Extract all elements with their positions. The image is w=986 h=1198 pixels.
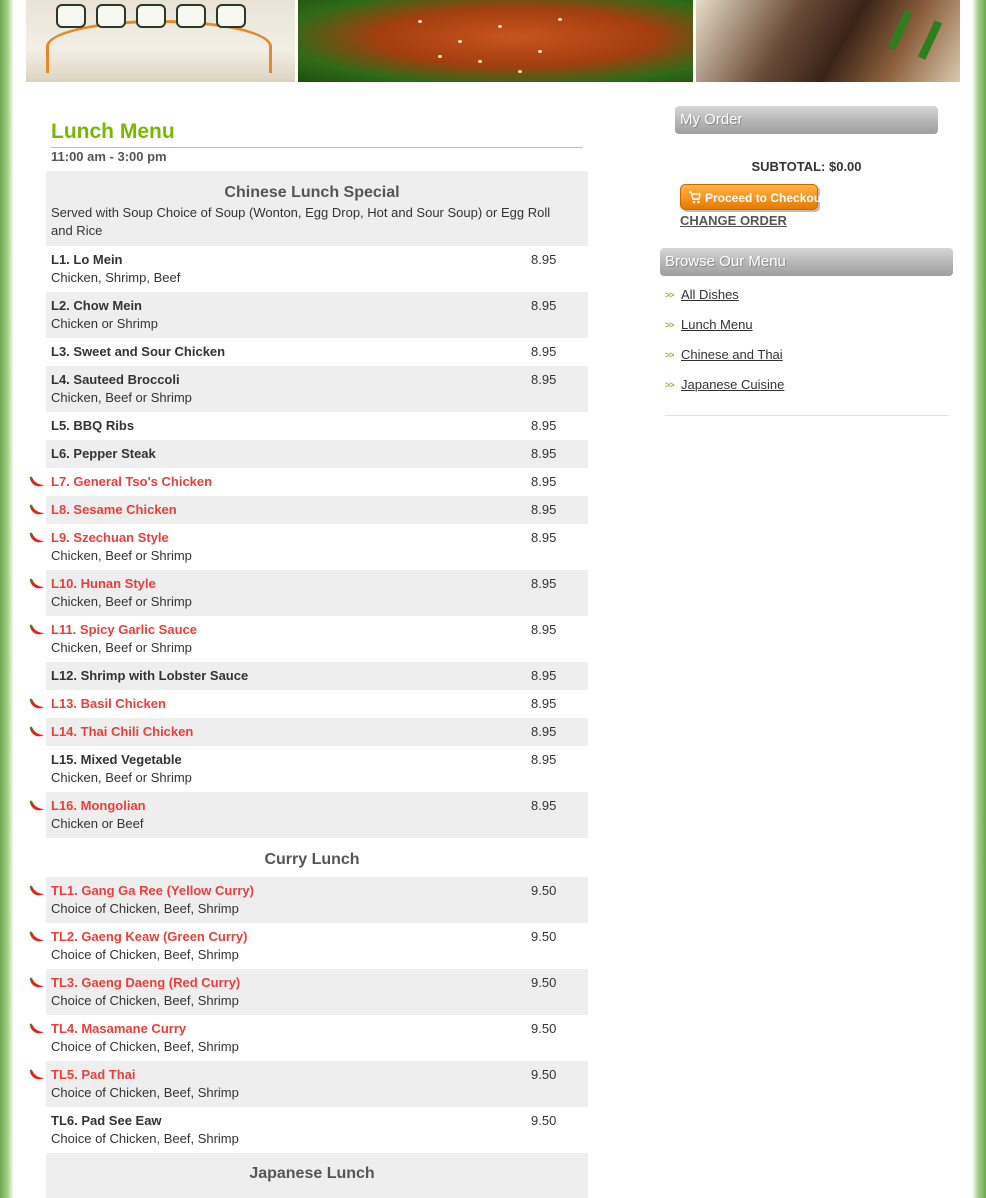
menu-item-price: 8.95 (531, 668, 557, 683)
banner-image-eggplant (696, 0, 960, 82)
menu-item-description: Choice of Chicken, Beef, Shrimp (51, 901, 239, 916)
banner-image-sesame-chicken (298, 0, 693, 82)
page-title: Lunch Menu (51, 120, 175, 143)
menu-item-row[interactable] (46, 1015, 588, 1061)
double-arrow-icon: >> (665, 320, 674, 330)
order-subtotal: SUBTOTAL: $0.00 (751, 159, 862, 174)
menu-item-row[interactable] (46, 662, 588, 690)
chili-pepper-icon (28, 624, 46, 636)
menu-item-price: 8.95 (531, 724, 557, 739)
menu-item-name[interactable]: L14. Thai Chili Chicken (51, 724, 194, 739)
chili-pepper-icon (28, 532, 46, 544)
browse-menu-link[interactable]: Chinese and Thai (681, 347, 783, 362)
menu-item-row[interactable] (46, 440, 588, 468)
menu-item-name[interactable]: L15. Mixed Vegetable (51, 752, 182, 767)
menu-item-description: Chicken, Beef or Shrimp (51, 770, 192, 785)
title-divider (51, 147, 583, 148)
section-title: Chinese Lunch Special (224, 184, 400, 201)
menu-item-name[interactable]: TL5. Pad Thai (51, 1067, 136, 1082)
menu-item-price: 8.95 (531, 298, 557, 313)
menu-item-description: Chicken or Shrimp (51, 316, 158, 331)
menu-item-row[interactable] (46, 923, 588, 969)
menu-item-name[interactable]: L16. Mongolian (51, 798, 146, 813)
chili-pepper-icon (28, 977, 46, 989)
double-arrow-icon: >> (665, 290, 674, 300)
chili-pepper-icon (28, 1023, 46, 1035)
menu-item-price: 8.95 (531, 474, 557, 489)
menu-item-name[interactable]: L5. BBQ Ribs (51, 418, 135, 433)
menu-item-description: Chicken, Beef or Shrimp (51, 594, 192, 609)
menu-item-price: 8.95 (531, 696, 557, 711)
menu-item-price: 8.95 (531, 576, 557, 591)
browse-menu-link[interactable]: Lunch Menu (681, 317, 753, 332)
menu-item-name[interactable]: TL1. Gang Ga Ree (Yellow Curry) (51, 883, 254, 898)
chili-pepper-icon (28, 885, 46, 897)
menu-item-price: 8.95 (531, 752, 557, 767)
menu-item-price: 8.95 (531, 622, 557, 637)
double-arrow-icon: >> (665, 380, 674, 390)
menu-item-row[interactable] (46, 746, 588, 792)
menu-item-price: 9.50 (531, 975, 557, 990)
chili-pepper-icon (28, 698, 46, 710)
menu-item-price: 8.95 (531, 502, 557, 517)
browse-menu-header (660, 248, 953, 276)
menu-item-price: 8.95 (531, 446, 557, 461)
proceed-to-checkout-button[interactable] (680, 184, 826, 210)
menu-item-description: Choice of Chicken, Beef, Shrimp (51, 993, 239, 1008)
menu-item-description: Chicken or Beef (51, 816, 144, 831)
section-header (46, 171, 588, 246)
menu-item-name[interactable]: TL2. Gaeng Keaw (Green Curry) (51, 929, 248, 944)
menu-item-row[interactable] (46, 969, 588, 1015)
banner-image-sushi (26, 0, 295, 82)
menu-table (46, 171, 588, 1198)
menu-item-row[interactable] (46, 496, 588, 524)
section-header (46, 838, 588, 877)
menu-item-price: 8.95 (531, 252, 557, 267)
menu-item-price: 8.95 (531, 372, 557, 387)
my-order-header (675, 106, 938, 134)
double-arrow-icon: >> (665, 350, 674, 360)
browse-menu-title: Browse Our Menu (665, 253, 786, 270)
chili-pepper-icon (28, 931, 46, 943)
browse-menu-item[interactable] (665, 316, 949, 346)
menu-item-row[interactable] (46, 792, 588, 838)
menu-item-name[interactable]: L9. Szechuan Style (51, 530, 169, 545)
menu-item-name[interactable]: L12. Shrimp with Lobster Sauce (51, 668, 249, 683)
menu-hours: 11:00 am - 3:00 pm (51, 149, 167, 164)
menu-item-price: 9.50 (531, 883, 557, 898)
menu-item-row[interactable] (46, 616, 588, 662)
menu-item-row[interactable] (46, 292, 588, 338)
menu-item-description: Choice of Chicken, Beef, Shrimp (51, 1039, 239, 1054)
menu-item-price: 8.95 (531, 530, 557, 545)
menu-item-row[interactable] (46, 570, 588, 616)
menu-item-description: Choice of Chicken, Beef, Shrimp (51, 1131, 239, 1146)
menu-item-row[interactable] (46, 412, 588, 440)
menu-item-row[interactable] (46, 468, 588, 496)
browse-menu-item[interactable] (665, 376, 949, 406)
menu-item-name[interactable]: TL4. Masamane Curry (51, 1021, 187, 1036)
cart-icon (689, 190, 701, 204)
menu-item-row[interactable] (46, 1107, 588, 1153)
menu-item-price: 8.95 (531, 418, 557, 433)
menu-item-price: 8.95 (531, 798, 557, 813)
menu-item-name[interactable]: L7. General Tso's Chicken (51, 474, 213, 489)
menu-item-row[interactable] (46, 877, 588, 923)
menu-item-name[interactable]: L11. Spicy Garlic Sauce (51, 622, 197, 637)
menu-item-name[interactable]: L13. Basil Chicken (51, 696, 166, 711)
menu-item-description: Chicken, Beef or Shrimp (51, 640, 192, 655)
browse-menu-item[interactable] (665, 286, 949, 316)
chili-pepper-icon (28, 800, 46, 812)
menu-item-price: 9.50 (531, 1067, 557, 1082)
browse-menu-list (665, 286, 949, 416)
menu-item-name[interactable]: L10. Hunan Style (51, 576, 156, 591)
menu-item-name[interactable]: L6. Pepper Steak (51, 446, 156, 461)
header-banner (26, 0, 960, 82)
checkout-label: Proceed to Checkout (705, 191, 826, 205)
chili-pepper-icon (28, 476, 46, 488)
section-description: Served with Soup Choice of Soup (Wonton, Egg Drop, Hot and Sour Soup) or Egg Roll and Rice (51, 205, 551, 238)
section-header (46, 1153, 588, 1198)
menu-item-description: Choice of Chicken, Beef, Shrimp (51, 1085, 239, 1100)
chili-pepper-icon (28, 578, 46, 590)
menu-item-row[interactable] (46, 524, 588, 570)
menu-item-name[interactable]: L3. Sweet and Sour Chicken (51, 344, 226, 359)
menu-item-name[interactable]: L2. Chow Mein (51, 298, 142, 313)
menu-item-name[interactable]: TL6. Pad See Eaw (51, 1113, 162, 1128)
menu-item-description: Chicken, Beef or Shrimp (51, 390, 192, 405)
menu-item-name[interactable]: L1. Lo Mein (51, 252, 123, 267)
my-order-title: My Order (680, 111, 743, 128)
menu-item-price: 9.50 (531, 929, 557, 944)
menu-item-row[interactable] (46, 366, 588, 412)
browse-menu-item[interactable] (665, 346, 949, 376)
menu-item-description: Choice of Chicken, Beef, Shrimp (51, 947, 239, 962)
menu-item-price: 9.50 (531, 1021, 557, 1036)
menu-item-price: 9.50 (531, 1113, 557, 1128)
page (14, 0, 972, 1182)
menu-item-description: Chicken, Beef or Shrimp (51, 548, 192, 563)
section-title: Japanese Lunch (249, 1165, 375, 1182)
menu-item-name[interactable]: L4. Sauteed Broccoli (51, 372, 180, 387)
chili-pepper-icon (28, 1069, 46, 1081)
menu-item-row[interactable] (46, 718, 588, 746)
chili-pepper-icon (28, 726, 46, 738)
menu-item-price: 8.95 (531, 344, 557, 359)
change-order-link[interactable]: CHANGE ORDER (680, 213, 787, 228)
menu-item-row[interactable] (46, 1061, 588, 1107)
menu-item-row[interactable] (46, 246, 588, 292)
chili-pepper-icon (28, 504, 46, 516)
browse-menu-link[interactable]: All Dishes (681, 287, 739, 302)
menu-item-name[interactable]: TL3. Gaeng Daeng (Red Curry) (51, 975, 241, 990)
menu-item-row[interactable] (46, 690, 588, 718)
menu-item-row[interactable] (46, 338, 588, 366)
browse-menu-link[interactable]: Japanese Cuisine (681, 377, 785, 392)
menu-item-name[interactable]: L8. Sesame Chicken (51, 502, 177, 517)
section-title: Curry Lunch (264, 851, 360, 868)
menu-item-description: Chicken, Shrimp, Beef (51, 270, 181, 285)
